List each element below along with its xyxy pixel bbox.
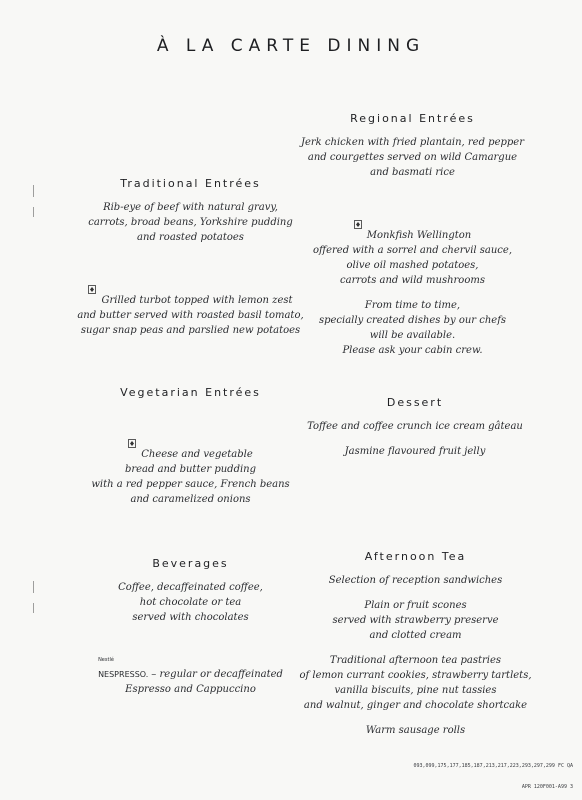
footer-issue: APR 120F001-A99 3 bbox=[521, 784, 573, 790]
menu-item: Warm sausage rolls bbox=[365, 725, 466, 736]
menu-item: Jasmine flavoured fruit jelly bbox=[344, 446, 486, 457]
nespresso-brand-small: Nestlé bbox=[98, 657, 114, 663]
menu-item-text: Cheese and vegetable bread and butter pudding with a red pepper sauce, French beans and caramelized onions bbox=[91, 449, 290, 505]
nespresso-item bbox=[68, 635, 313, 697]
afternoon-tea-section bbox=[288, 550, 543, 738]
page-title: À LA CARTE DINING bbox=[156, 36, 426, 56]
footer-codes: 093,099,175,177,185,187,213,217,223,293,297,299 FC QA bbox=[413, 763, 573, 769]
section-heading: Vegetarian Entrées bbox=[120, 386, 261, 399]
menu-item: Selection of reception sandwiches bbox=[328, 575, 503, 586]
nespresso-brand: NESPRESSO. bbox=[98, 670, 149, 679]
section-heading: Afternoon Tea bbox=[364, 550, 467, 563]
menu-item: Toffee and coffee crunch ice cream gâteau bbox=[307, 421, 523, 432]
traditional-entrees-section bbox=[68, 177, 313, 338]
menu-symbol-icon bbox=[88, 270, 96, 279]
menu-item: Jerk chicken with fried plantain, red pepper and courgettes served on wild Camargue and basmati rice bbox=[300, 137, 525, 178]
punch-mark-bottom-2 bbox=[33, 603, 38, 613]
menu-item-text: Grilled turbot topped with lemon zest and butter served with roasted basil tomato, sugar snap peas and parslied new potatoes bbox=[77, 295, 304, 336]
section-heading: Beverages bbox=[152, 557, 229, 570]
punch-mark-top-2 bbox=[33, 207, 38, 217]
menu-symbol-icon bbox=[354, 205, 362, 214]
nespresso-logo bbox=[98, 650, 148, 679]
menu-item: Rib-eye of beef with natural gravy, carrots, broad beans, Yorkshire pudding and roasted potatoes bbox=[88, 202, 293, 243]
vegetarian-entrees-section bbox=[68, 386, 313, 507]
menu-item bbox=[68, 409, 313, 507]
section-heading: Dessert bbox=[386, 396, 444, 409]
menu-symbol-icon bbox=[128, 424, 136, 433]
menu-item-text: Monkfish Wellington offered with a sorrel and chervil sauce, olive oil mashed potatoes, carrots and wild mushrooms bbox=[312, 230, 513, 286]
menu-item: From time to time, specially created dishes by our chefs will be available. Please ask your cabin crew. bbox=[318, 300, 507, 356]
menu-item bbox=[290, 190, 535, 288]
section-heading: Regional Entrées bbox=[350, 112, 475, 125]
regional-entrees-section bbox=[290, 112, 535, 358]
dessert-section bbox=[300, 396, 530, 459]
punch-mark-bottom-1 bbox=[33, 581, 38, 593]
print-codes bbox=[413, 756, 573, 791]
punch-mark-top-1 bbox=[33, 185, 38, 197]
menu-item: Traditional afternoon tea pastries of lemon currant cookies, strawberry tartlets, vanilla biscuits, pine nut tassies and walnut, ginger and chocolate shortcake bbox=[299, 655, 532, 711]
menu-item: Coffee, decaffeinated coffee, hot chocolate or tea served with chocolates bbox=[118, 582, 263, 623]
menu-item: Plain or fruit scones served with strawberry preserve and clotted cream bbox=[332, 600, 499, 641]
menu-item-text: – regular or decaffeinated Espresso and Cappuccino bbox=[125, 669, 283, 695]
menu-item bbox=[68, 255, 313, 338]
section-heading: Traditional Entrées bbox=[120, 177, 261, 190]
beverages-section bbox=[68, 557, 313, 697]
